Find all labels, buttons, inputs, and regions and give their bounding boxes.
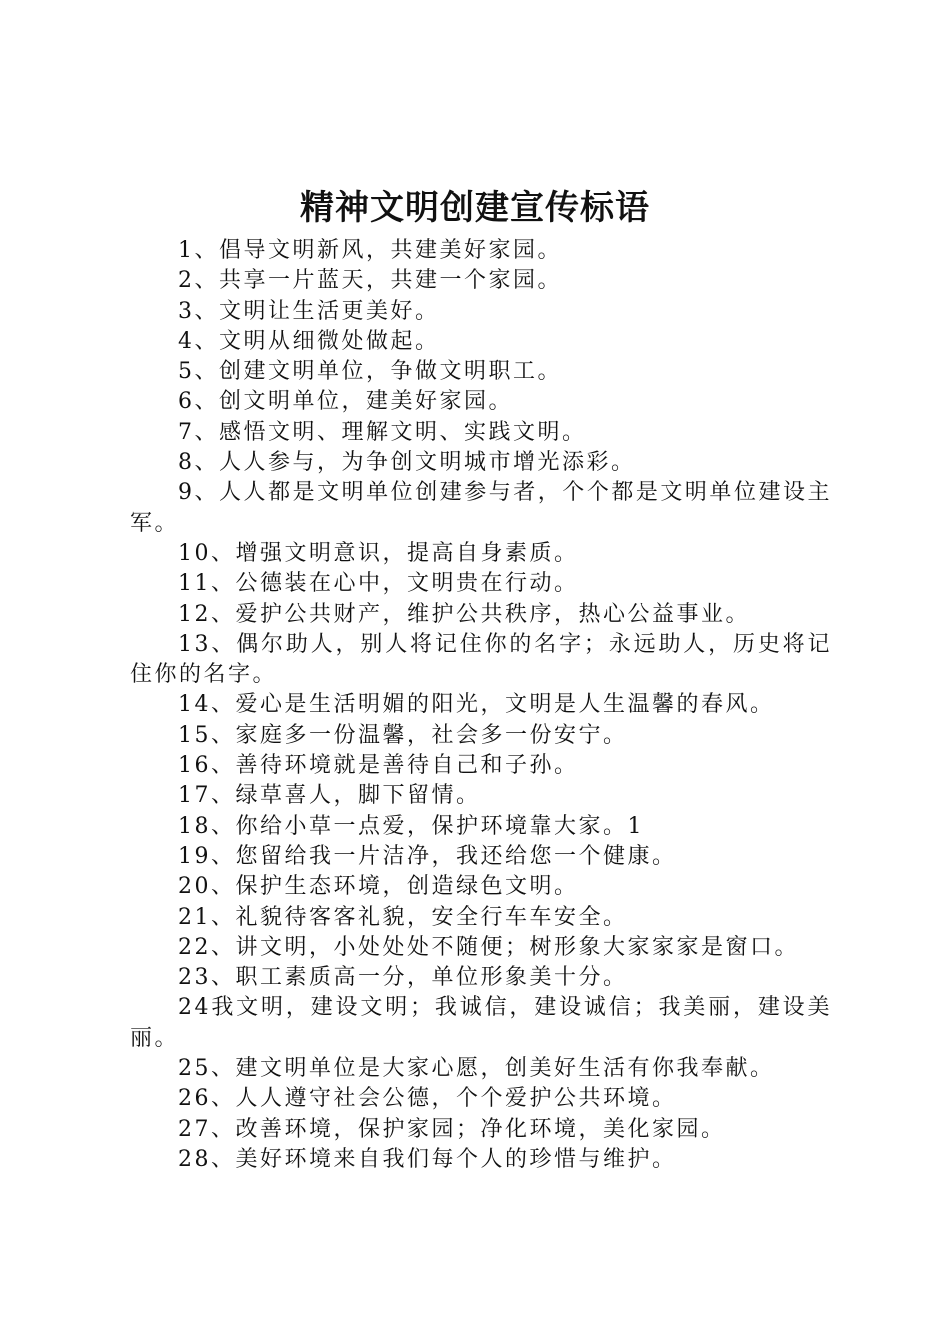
slogan-item-13: 13、偶尔助人，别人将记住你的名字；永远助人，历史将记住你的名字。 <box>130 631 832 688</box>
slogan-item-27: 27、改善环境，保护家园；净化环境，美化家园。 <box>178 1116 726 1142</box>
document-title: 精神文明创建宣传标语 <box>300 188 650 228</box>
slogan-item-23: 23、职工素质高一分，单位形象美十分。 <box>178 965 628 991</box>
slogan-item-22: 22、讲文明，小处处处不随便；树形象大家家家是窗口。 <box>178 934 799 960</box>
slogan-item-21: 21、礼貌待客客礼貌，安全行车车安全。 <box>178 904 628 930</box>
slogan-item-1: 1、倡导文明新风，共建美好家园。 <box>178 238 562 263</box>
slogan-item-25: 25、建文明单位是大家心愿，创美好生活有你我奉献。 <box>178 1056 775 1082</box>
slogan-item-3: 3、文明让生活更美好。 <box>178 298 440 324</box>
slogan-item-16: 16、善待环境就是善待自己和子孙。 <box>178 753 579 779</box>
slogan-item-24: 24我文明，建设文明；我诚信，建设诚信；我美丽，建设美丽。 <box>130 995 832 1051</box>
slogan-item-18: 18、你给小草一点爱，保护环境靠大家。1 <box>178 813 644 839</box>
slogan-item-19: 19、您留给我一片洁净，我还给您一个健康。 <box>178 843 677 869</box>
slogan-item-7: 7、感悟文明、理解文明、实践文明。 <box>178 419 587 445</box>
slogan-item-14: 14、爱心是生活明媚的阳光，文明是人生温馨的春风。 <box>178 692 775 718</box>
slogan-item-28: 28、美好环境来自我们每个人的珍惜与维护。 <box>178 1146 677 1172</box>
slogan-item-15: 15、家庭多一份温馨，社会多一份安宁。 <box>178 722 628 748</box>
slogan-item-26: 26、人人遵守社会公德，个个爱护公共环境。 <box>178 1086 677 1112</box>
slogan-item-6: 6、创文明单位，建美好家园。 <box>178 389 513 415</box>
slogan-item-8: 8、人人参与，为争创文明城市增光添彩。 <box>178 450 636 476</box>
slogan-item-5: 5、创建文明单位，争做文明职工。 <box>178 359 562 385</box>
slogan-item-12: 12、爱护公共财产，维护公共秩序，热心公益事业。 <box>178 601 750 627</box>
slogan-item-10: 10、增强文明意识，提高自身素质。 <box>178 540 579 566</box>
slogan-item-20: 20、保护生态环境，创造绿色文明。 <box>178 874 579 900</box>
slogan-list <box>130 236 832 1175</box>
slogan-item-17: 17、绿草喜人，脚下留情。 <box>178 783 481 809</box>
slogan-item-11: 11、公德装在心中，文明贵在行动。 <box>178 571 579 597</box>
slogan-item-2: 2、共享一片蓝天，共建一个家园。 <box>178 268 562 294</box>
slogan-item-4: 4、文明从细微处做起。 <box>178 328 440 354</box>
slogan-item-9: 9、人人都是文明单位创建参与者，个个都是文明单位建设主军。 <box>130 480 832 536</box>
